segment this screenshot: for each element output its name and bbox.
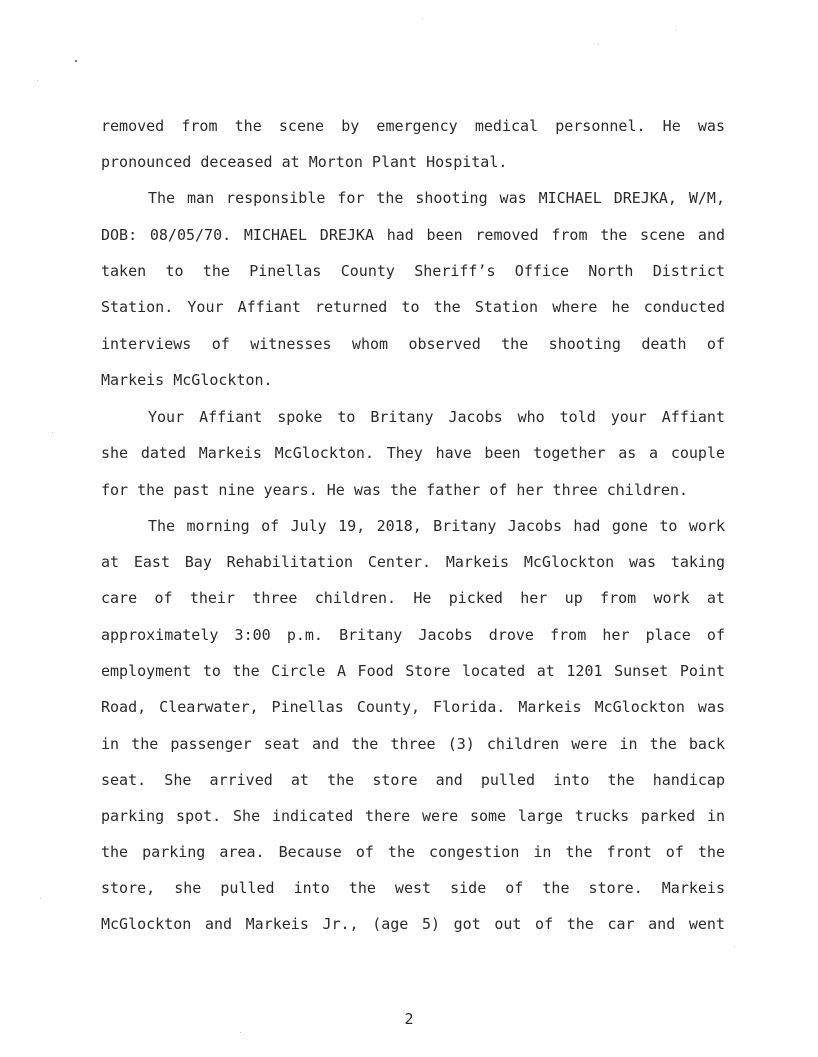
text-line: approximately 3:00 p.m. Britany Jacobs drove from her place of: [101, 626, 725, 644]
text-line: the parking area. Because of the congestion in the front of the: [101, 843, 725, 861]
scan-speck: [676, 30, 677, 31]
text-line: taken to the Pinellas County Sheriff’s Office North District: [101, 262, 725, 280]
text-line: at East Bay Rehabilitation Center. Markeis McGlockton was taking: [101, 553, 725, 571]
text-line: McGlockton and Markeis Jr., (age 5) got out of the car and went: [101, 915, 725, 933]
text-line: care of their three children. He picked her up from work at: [101, 589, 725, 607]
scan-speck: [40, 898, 41, 899]
scan-speck: [734, 946, 735, 947]
scan-speck: [52, 432, 53, 433]
text-line: DOB: 08/05/70. MICHAEL DREJKA had been removed from the scene and: [101, 226, 725, 244]
scan-speck: [75, 60, 77, 62]
text-line: store, she pulled into the west side of the store. Markeis: [101, 879, 725, 897]
text-line: seat. She arrived at the store and pulled into the handicap: [101, 771, 725, 789]
text-line: for the past nine years. He was the father of her three children.: [101, 481, 688, 499]
text-line: Road, Clearwater, Pinellas County, Florida. Markeis McGlockton was: [101, 698, 725, 716]
text-line: The man responsible for the shooting was MICHAEL DREJKA, W/M,: [148, 189, 725, 207]
text-line: interviews of witnesses whom observed the shooting death of: [101, 335, 725, 353]
text-line: The morning of July 19, 2018, Britany Jacobs had gone to work: [148, 517, 725, 535]
page-number: 2: [404, 1010, 414, 1028]
text-line: Station. Your Affiant returned to the Station where he conducted: [101, 298, 725, 316]
text-line: in the passenger seat and the three (3) children were in the back: [101, 735, 725, 753]
text-line: parking spot. She indicated there were some large trucks parked in: [101, 807, 725, 825]
scan-speck: [422, 18, 423, 19]
scan-speck: [598, 44, 599, 45]
text-line: Markeis McGlockton.: [101, 371, 273, 389]
text-line: she dated Markeis McGlockton. They have been together as a couple: [101, 444, 725, 462]
text-line: employment to the Circle A Food Store located at 1201 Sunset Point: [101, 662, 725, 680]
scan-speck: [240, 1032, 241, 1033]
text-line: pronounced deceased at Morton Plant Hospital.: [101, 153, 508, 171]
text-line: Your Affiant spoke to Britany Jacobs who told your Affiant: [148, 408, 725, 426]
scan-speck: [37, 80, 38, 81]
text-line: removed from the scene by emergency medical personnel. He was: [101, 117, 725, 135]
